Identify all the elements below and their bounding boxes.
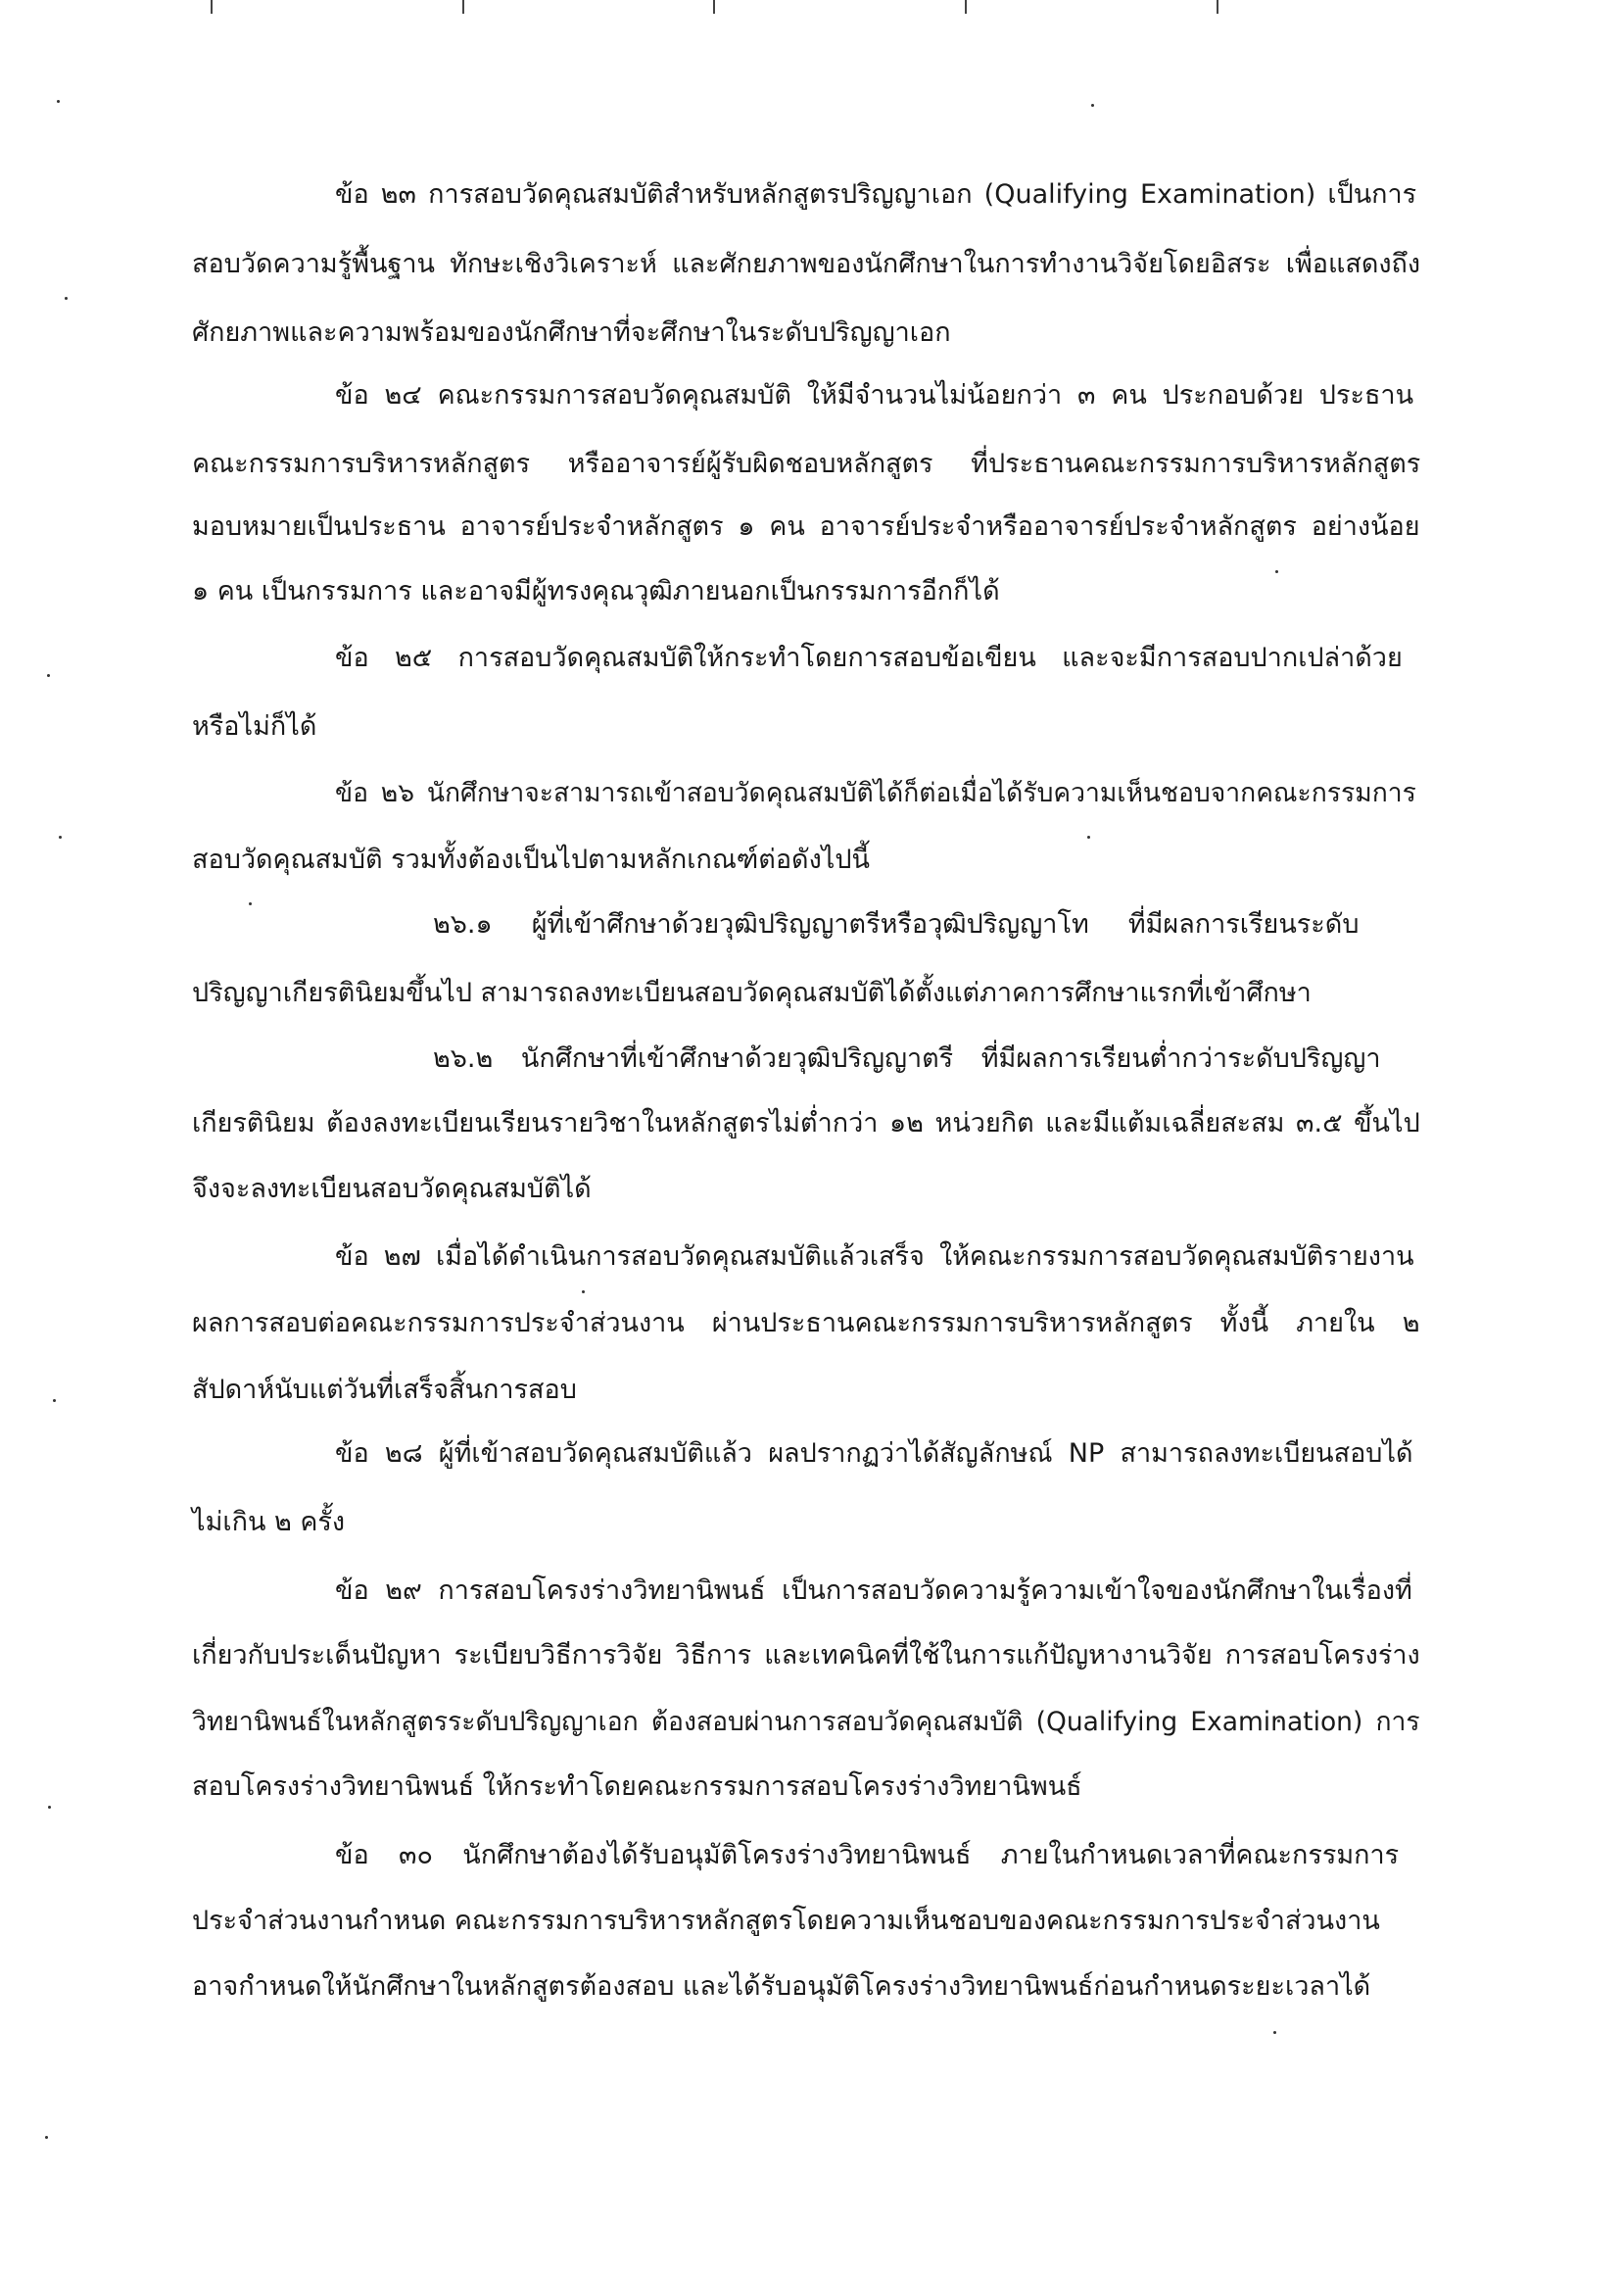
section-26-1-line-1: ๒๖.๑ ผู้ที่เข้าศึกษาด้วยวุฒิปริญญาตรีหรือวุฒิปริญญาโท ที่มีผลการเรียนระดับ (433, 909, 1360, 940)
scan-speck (1087, 836, 1090, 839)
scan-speck (1275, 570, 1278, 573)
scan-speck (53, 1399, 56, 1402)
section-30-line-2: ประจำส่วนงานกำหนด คณะกรรมการบริหารหลักสูตรโดยความเห็นชอบของคณะกรรมการประจำส่วนงาน (192, 1906, 1380, 1936)
section-24-line-4: ๑ คน เป็นกรรมการ และอาจมีผู้ทรงคุณวุฒิภายนอกเป็นกรรมการอีกก็ได้ (192, 576, 1000, 606)
section-23-line-1: ข้อ ๒๓ การสอบวัดคุณสมบัติสำหรับหลักสูตรปริญญาเอก (Qualifying Examination) เป็นการ (335, 179, 1417, 210)
section-27-line-1: ข้อ ๒๗ เมื่อได้ดำเนินการสอบวัดคุณสมบัติแล้วเสร็จ ให้คณะกรรมการสอบวัดคุณสมบัติรายงาน (335, 1241, 1414, 1272)
scan-speck (57, 100, 60, 103)
section-29-line-4: สอบโครงร่างวิทยานิพนธ์ ให้กระทำโดยคณะกรรมการสอบโครงร่างวิทยานิพนธ์ (192, 1771, 1082, 1802)
scan-speck (47, 674, 50, 677)
scan-speck (1273, 2031, 1276, 2034)
section-23-line-2: สอบวัดความรู้พื้นฐาน ทักษะเชิงวิเคราะห์ และศักยภาพของนักศึกษาในการทำงานวิจัยโดยอิสระ เพื่อแสดงถึง (192, 249, 1421, 279)
section-24-line-2: คณะกรรมการบริหารหลักสูตร หรืออาจารย์ผู้รับผิดชอบหลักสูตร ที่ประธานคณะกรรมการบริหารหลักสูตร (192, 449, 1421, 479)
section-29-line-1: ข้อ ๒๙ การสอบโครงร่างวิทยานิพนธ์ เป็นการสอบวัดความรู้ความเข้าใจของนักศึกษาในเรื่องที่ (335, 1575, 1412, 1606)
scan-speck (45, 2136, 48, 2139)
section-30-line-3: อาจกำหนดให้นักศึกษาในหลักสูตรต้องสอบ และได้รับอนุมัติโครงร่างวิทยานิพนธ์ก่อนกำหนดระยะเวลาได้ (192, 1971, 1371, 2002)
section-28-line-1: ข้อ ๒๘ ผู้ที่เข้าสอบวัดคุณสมบัติแล้ว ผลปรากฏว่าได้สัญลักษณ์ NP สามารถลงทะเบียนสอบได้ (335, 1438, 1413, 1469)
section-26-2-line-2: เกียรตินิยม ต้องลงทะเบียนเรียนรายวิชาในหลักสูตรไม่ต่ำกว่า ๑๒ หน่วยกิต และมีแต้มเฉลี่ยสะสม ๓.๕ ขึ้นไป (192, 1108, 1420, 1138)
section-26-line-1: ข้อ ๒๖ นักศึกษาจะสามารถเข้าสอบวัดคุณสมบัติได้ก็ต่อเมื่อได้รับความเห็นชอบจากคณะกรรมการ (335, 778, 1416, 808)
scan-edge-mark (1217, 0, 1218, 14)
scan-speck (1091, 104, 1094, 107)
section-26-2-line-1: ๒๖.๒ นักศึกษาที่เข้าศึกษาด้วยวุฒิปริญญาตรี ที่มีผลการเรียนต่ำกว่าระดับปริญญา (433, 1043, 1381, 1074)
scan-edge-mark (462, 0, 464, 14)
section-28-line-2: ไม่เกิน ๒ ครั้ง (192, 1507, 346, 1537)
scan-speck (582, 1290, 585, 1293)
scan-edge-mark (965, 0, 967, 14)
section-25-line-1: ข้อ ๒๕ การสอบวัดคุณสมบัติให้กระทำโดยการสอบข้อเขียน และจะมีการสอบปากเปล่าด้วย (335, 643, 1403, 673)
scan-speck (48, 1806, 51, 1809)
section-26-1-line-2: ปริญญาเกียรตินิยมขึ้นไป สามารถลงทะเบียนสอบวัดคุณสมบัติได้ตั้งแต่ภาคการศึกษาแรกที่เข้าศึกษา (192, 978, 1312, 1008)
scan-speck (65, 297, 68, 300)
section-29-line-2: เกี่ยวกับประเด็นปัญหา ระเบียบวิธีการวิจัย วิธีการ และเทคนิคที่ใช้ในการแก้ปัญหางานวิจัย การสอบโครงร่าง (192, 1640, 1420, 1671)
section-24-line-3: มอบหมายเป็นประธาน อาจารย์ประจำหลักสูตร ๑ คน อาจารย์ประจำหรืออาจารย์ประจำหลักสูตร อย่างน้อย (192, 511, 1420, 542)
section-26-line-2: สอบวัดคุณสมบัติ รวมทั้งต้องเป็นไปตามหลักเกณฑ์ต่อดังไปนี้ (192, 845, 870, 875)
scan-speck (249, 902, 252, 905)
section-25-line-2: หรือไม่ก็ได้ (192, 711, 317, 742)
section-24-line-1: ข้อ ๒๔ คณะกรรมการสอบวัดคุณสมบัติ ให้มีจำนวนไม่น้อยกว่า ๓ คน ประกอบด้วย ประธาน (335, 380, 1414, 411)
scan-edge-mark (211, 0, 213, 14)
section-27-line-3: สัปดาห์นับแต่วันที่เสร็จสิ้นการสอบ (192, 1375, 577, 1405)
scan-edge-mark (713, 0, 715, 14)
section-30-line-1: ข้อ ๓๐ นักศึกษาต้องได้รับอนุมัติโครงร่างวิทยานิพนธ์ ภายในกำหนดเวลาที่คณะกรรมการ (335, 1840, 1400, 1870)
section-27-line-2: ผลการสอบต่อคณะกรรมการประจำส่วนงาน ผ่านประธานคณะกรรมการบริหารหลักสูตร ทั้งนี้ ภายใน ๒ (192, 1308, 1420, 1338)
section-23-line-3: ศักยภาพและความพร้อมของนักศึกษาที่จะศึกษาในระดับปริญญาเอก (192, 317, 951, 348)
section-26-2-line-3: จึงจะลงทะเบียนสอบวัดคุณสมบัติได้ (192, 1174, 592, 1204)
section-29-line-3: วิทยานิพนธ์ในหลักสูตรระดับปริญญาเอก ต้องสอบผ่านการสอบวัดคุณสมบัติ (Qualifying Examination) การ (192, 1707, 1420, 1737)
scan-speck (59, 836, 62, 839)
